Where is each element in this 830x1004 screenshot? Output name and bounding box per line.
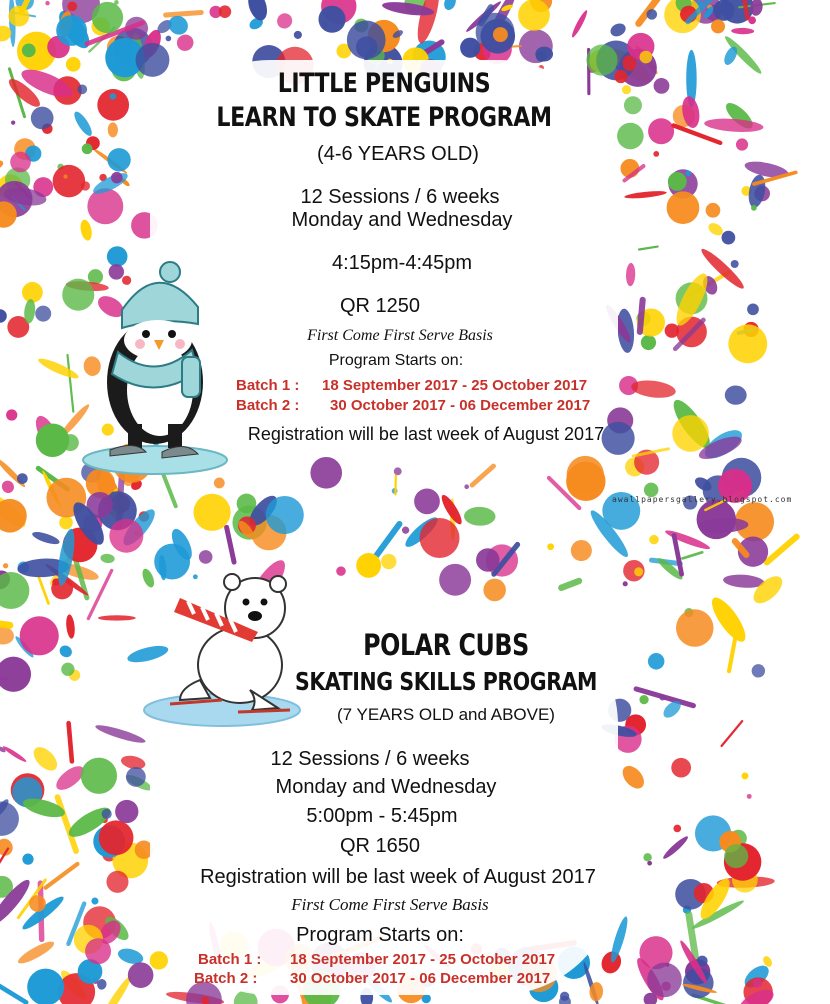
paint-blob	[623, 581, 628, 586]
paint-smear	[464, 507, 496, 526]
program2-subtitle: SKATING SKILLS PROGRAM	[294, 667, 598, 696]
paint-smear	[704, 117, 764, 134]
paint-streak	[682, 552, 702, 558]
paint-blob	[166, 36, 172, 42]
program2-basis: First Come First Serve Basis	[291, 895, 489, 914]
program2-time: 5:00pm - 5:45pm	[306, 805, 458, 827]
paint-smear	[442, 0, 458, 12]
paint-blob	[402, 526, 409, 533]
program1-basis: First Come First Serve Basis	[307, 327, 493, 344]
paint-blob	[640, 51, 653, 64]
paint-blob	[336, 566, 346, 576]
program1-batch1-label: Batch 1 :	[236, 377, 300, 394]
paint-smear	[65, 614, 76, 639]
paint-streak	[0, 622, 10, 625]
paint-smear	[274, 10, 295, 31]
paint-blob	[128, 962, 154, 988]
paint-blob	[647, 963, 682, 998]
program1-subtitle: LEARN TO SKATE PROGRAM	[216, 102, 552, 133]
paint-blob	[56, 15, 87, 46]
paint-blob	[61, 663, 74, 676]
paint-blob	[639, 695, 648, 704]
program2-batch2-label: Batch 2 :	[194, 970, 258, 987]
paint-blob	[11, 120, 15, 124]
program1-price: QR 1250	[339, 295, 421, 317]
program2-batch2-dates: 30 October 2017 - 06 December 2017	[290, 970, 551, 987]
paint-blob	[647, 9, 658, 20]
program1-time: 4:15pm-4:45pm	[331, 252, 473, 274]
paint-blob	[748, 16, 756, 24]
paint-blob	[20, 616, 59, 655]
paint-blob	[63, 174, 67, 178]
paint-blob	[193, 494, 230, 531]
paint-blob	[31, 107, 54, 130]
paint-blob	[22, 44, 36, 58]
paint-blob	[111, 172, 123, 184]
paint-blob	[17, 473, 28, 484]
paint-blob	[460, 38, 480, 58]
paint-blob	[59, 516, 73, 530]
paint-blob	[483, 579, 506, 602]
program2-title: POLAR CUBS	[363, 628, 529, 662]
program2-batch1-dates: 18 September 2017 - 25 October 2017	[290, 951, 556, 968]
paint-smear	[245, 0, 271, 23]
paint-streak	[166, 13, 202, 16]
paint-blob	[219, 5, 232, 18]
paint-blob	[536, 51, 547, 62]
paint-blob	[476, 548, 500, 572]
paint-blob	[214, 478, 225, 489]
paint-blob	[27, 969, 64, 1004]
paint-smear	[57, 643, 74, 659]
paint-smear	[598, 948, 624, 976]
program2-days: Monday and Wednesday	[275, 776, 497, 798]
paint-blob	[266, 496, 304, 534]
paint-smear	[608, 21, 628, 39]
paint-blob	[0, 657, 31, 692]
paint-blob	[711, 19, 725, 33]
paint-blob	[649, 535, 658, 544]
paint-smear	[98, 615, 136, 620]
paint-smear	[725, 385, 747, 405]
paint-smear	[31, 530, 61, 547]
paint-blob	[3, 563, 8, 568]
paint-blob	[201, 996, 209, 1004]
program2-batch1-label: Batch 1 :	[198, 951, 262, 968]
paint-blob	[518, 0, 550, 31]
paint-blob	[753, 978, 763, 988]
program2-sessions: 12 Sessions / 6 weeks	[270, 748, 470, 770]
program2-starts-label: Program Starts on:	[296, 924, 464, 946]
paint-blob	[199, 550, 213, 564]
penguin-skater-icon	[80, 262, 230, 477]
paint-smear	[570, 9, 589, 39]
paint-streak	[767, 537, 797, 563]
paint-blob	[464, 484, 469, 489]
paint-streak	[0, 975, 26, 1002]
paint-blob	[634, 567, 643, 576]
paint-blob	[356, 553, 381, 578]
paint-blob	[493, 27, 508, 42]
program1-age: (4-6 YEARS OLD)	[317, 143, 479, 165]
paint-blob	[318, 6, 345, 33]
paint-smear	[94, 722, 147, 746]
paint-streak	[227, 527, 234, 562]
paint-blob	[394, 467, 402, 475]
paint-blob	[45, 1, 49, 5]
paint-blob	[713, 0, 734, 21]
paint-blob	[8, 6, 29, 27]
paint-blob	[0, 499, 27, 533]
paint-blob	[560, 992, 569, 1001]
paint-blob	[92, 2, 123, 33]
paint-blob	[294, 31, 302, 39]
paint-blob	[347, 21, 386, 60]
paint-streak	[472, 466, 493, 485]
program1-batch2-label: Batch 2 :	[236, 397, 300, 414]
program1-registration: Registration will be last week of August 2017	[247, 424, 605, 444]
paint-blob	[571, 540, 592, 561]
paint-smear	[174, 31, 197, 54]
paint-smear	[0, 478, 16, 495]
paint-smear	[100, 553, 115, 564]
paint-blob	[567, 456, 604, 493]
paint-blob	[381, 554, 396, 569]
paint-blob	[414, 488, 440, 514]
paint-streak	[39, 578, 49, 604]
program2-age: (7 YEARS OLD and ABOVE)	[337, 705, 555, 724]
paint-blob	[547, 543, 554, 550]
paint-blob	[722, 231, 736, 245]
program1-batch1-dates: 18 September 2017 - 25 October 2017	[322, 377, 588, 394]
program2-registration: Registration will be last week of August 2017	[200, 866, 596, 888]
paint-blob	[0, 572, 29, 609]
paint-blob	[420, 518, 460, 558]
paint-blob	[109, 519, 143, 553]
paint-blob	[439, 564, 471, 596]
paint-blob	[310, 457, 342, 489]
program1-days: Monday and Wednesday	[291, 209, 513, 231]
program1-sessions: 12 Sessions / 6 weeks	[300, 186, 500, 208]
paint-streak	[561, 581, 579, 588]
paint-blob	[685, 170, 691, 176]
program1-starts-label: Program Starts on:	[328, 352, 464, 369]
paint-blob	[647, 861, 652, 866]
program2-price: QR 1650	[339, 835, 421, 857]
paint-streak	[639, 247, 658, 250]
watermark: awallpapersgallery.blogspot.com	[612, 495, 793, 504]
paint-smear	[731, 28, 754, 35]
program1-batch2-dates: 30 October 2017 - 06 December 2017	[330, 397, 591, 414]
paint-blob	[6, 409, 17, 420]
program1-title: LITTLE PENGUINS	[277, 68, 491, 99]
paint-blob	[150, 951, 168, 969]
